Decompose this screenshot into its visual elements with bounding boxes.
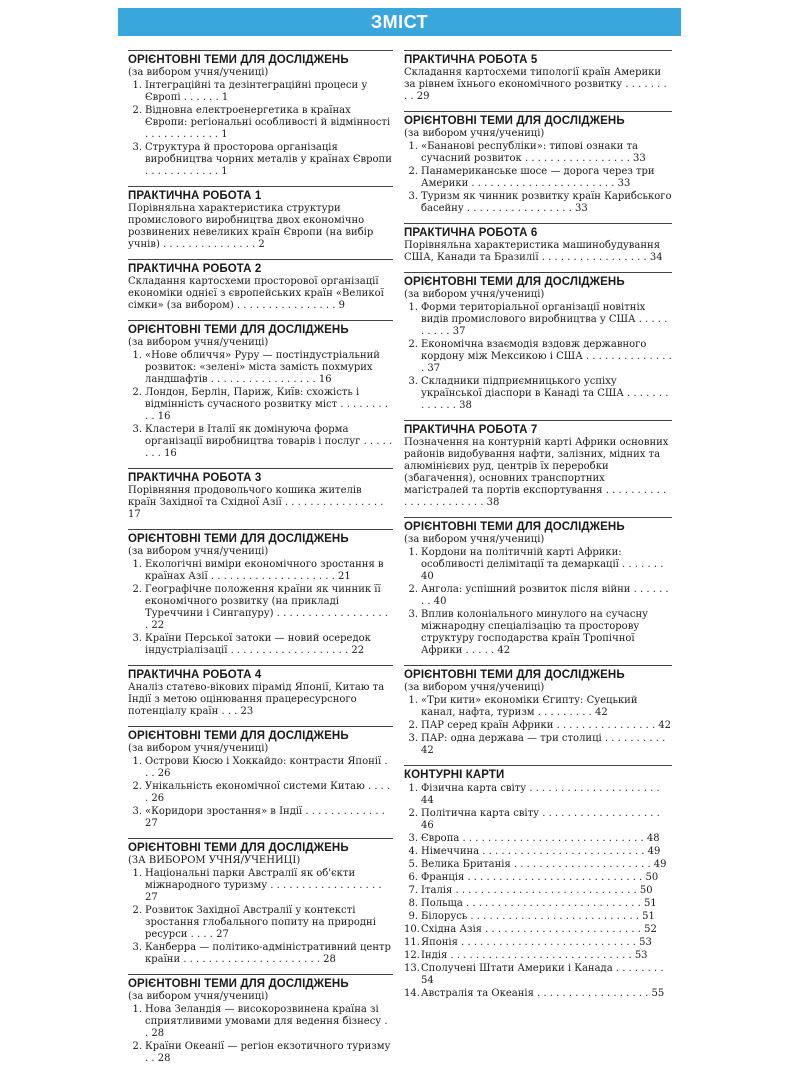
section-heading: ОРІЄНТОВНІ ТЕМИ ДЛЯ ДОСЛІДЖЕНЬ xyxy=(404,111,672,128)
entry-text: Австралія та Океанія . . . . . . . . . . . . . . . . . . 55 xyxy=(421,988,665,999)
section-subheading: (за вибором учня/учениці) xyxy=(128,991,269,1002)
toc-entry[interactable] xyxy=(128,1041,393,1065)
contents-banner xyxy=(118,8,681,36)
toc-entry[interactable] xyxy=(404,885,672,897)
toc-entry[interactable] xyxy=(128,633,393,657)
toc-entry[interactable] xyxy=(128,756,393,780)
entry-number: 2. xyxy=(132,105,142,116)
entry-number: 1. xyxy=(132,559,142,570)
entry-number: 1. xyxy=(408,547,418,558)
toc-entry[interactable] xyxy=(128,105,393,141)
toc-entry[interactable] xyxy=(404,547,672,583)
toc-entry[interactable] xyxy=(128,1004,393,1040)
entry-number: 3. xyxy=(132,633,142,644)
entry-text: Польща . . . . . . . . . . . . . . . . . . . . . . . . . . . . 51 xyxy=(421,898,657,909)
entry-number: 3. xyxy=(408,609,418,620)
entry-text: Японія . . . . . . . . . . . . . . . . . . . . . . . . . . . . 53 xyxy=(421,937,652,948)
entry-number: 3. xyxy=(132,424,142,435)
entry-text: Ангола: успішний розвиток після війни . . . . . . . . 40 xyxy=(421,584,669,607)
toc-entry[interactable] xyxy=(404,339,672,375)
toc-section xyxy=(128,468,393,521)
entry-number: 6. xyxy=(408,872,418,883)
entry-number: 2. xyxy=(132,584,142,595)
entry-text: Розвиток Західної Австралії у контексті зростання глобального попиту на природні ресурси . . . . 27 xyxy=(145,905,376,940)
entry-number: 1. xyxy=(408,141,418,152)
entry-text: Вплив колоніального минулого на сучасну міжнародну спеціалізацію та просторову структуру господарства країн Тропічної Африки . . . . . 42 xyxy=(421,609,649,656)
toc-section xyxy=(128,529,393,657)
section-description[interactable]: Порівняння продовольчого кошика жителів країн Західної та Східної Азії . . . . . . . . . . . . . . . . 17 xyxy=(128,485,384,520)
toc-entry[interactable] xyxy=(128,868,393,904)
entry-number: 2. xyxy=(408,720,418,731)
entry-text: Сполучені Штати Америки і Канада . . . . . . . . 54 xyxy=(421,963,664,986)
entry-text: Білорусь . . . . . . . . . . . . . . . . . . . . . . . . . . . 51 xyxy=(421,911,655,922)
entry-text: Країни Перської затоки — новий осередок індустріалізації . . . . . . . . . . . . . . . . . . . 22 xyxy=(145,633,371,656)
entry-text: Італія . . . . . . . . . . . . . . . . . . . . . . . . . . . . . 50 xyxy=(421,885,653,896)
section-heading: ОРІЄНТОВНІ ТЕМИ ДЛЯ ДОСЛІДЖЕНЬ xyxy=(404,517,672,534)
entry-text: Німеччина . . . . . . . . . . . . . . . . . . . . . . . . . . 49 xyxy=(421,846,661,857)
section-description[interactable]: Складання картосхеми просторової організації економіки однієї з європейських країн «Великої сімки» (за вибором) . . . . . . . . . . . . . . . . 9 xyxy=(128,276,384,311)
toc-entry[interactable] xyxy=(404,924,672,936)
entry-number: 13. xyxy=(404,963,420,974)
contents-title: ЗМІСТ xyxy=(370,11,429,32)
toc-section xyxy=(404,517,672,657)
toc-entry[interactable] xyxy=(404,166,672,190)
entry-text: Лондон, Берлін, Париж, Київ: схожість і відмінність сучасного розвитку міст . . . . . . . . . . 16 xyxy=(145,387,389,422)
section-heading: ОРІЄНТОВНІ ТЕМИ ДЛЯ ДОСЛІДЖЕНЬ xyxy=(128,50,393,67)
section-heading: ПРАКТИЧНА РОБОТА 5 xyxy=(404,50,672,67)
right-column xyxy=(404,48,672,1008)
section-description[interactable]: Порівняльна характеристика структури промислового виробництва двох економічно розвинених невеликих країн Європи (на вибір учнів) . . . . . . . . . . . . . . . 2 xyxy=(128,203,374,250)
toc-section xyxy=(404,223,672,264)
entry-number: 3. xyxy=(408,191,418,202)
entry-number: 2. xyxy=(132,781,142,792)
toc-section xyxy=(404,50,672,103)
toc-entry[interactable] xyxy=(404,720,672,732)
entry-number: 3. xyxy=(132,142,142,153)
section-subheading: (за вибором учня/учениці) xyxy=(128,546,269,557)
entry-text: Національні парки Австралії як об'єкти міжнародного туризму . . . . . . . . . . . . . . . . . . 27 xyxy=(145,868,382,903)
toc-entry[interactable] xyxy=(404,141,672,165)
toc-entry[interactable] xyxy=(404,937,672,949)
toc-section xyxy=(404,765,672,1000)
entry-text: Унікальність економічної системи Китаю . . . . . 26 xyxy=(145,781,391,804)
entry-text: Кластери в Італії як домінуюча форма організації виробництва товарів і послуг . . . . . . . . 16 xyxy=(145,424,393,459)
toc-entry[interactable] xyxy=(404,808,672,832)
section-heading: ПРАКТИЧНА РОБОТА 4 xyxy=(128,665,393,682)
toc-entry[interactable] xyxy=(404,859,672,871)
entry-number: 1. xyxy=(132,1004,142,1015)
section-heading: ОРІЄНТОВНІ ТЕМИ ДЛЯ ДОСЛІДЖЕНЬ xyxy=(128,320,393,337)
entry-number: 1. xyxy=(132,868,142,879)
section-heading: ОРІЄНТОВНІ ТЕМИ ДЛЯ ДОСЛІДЖЕНЬ xyxy=(128,838,393,855)
entry-number: 2. xyxy=(132,905,142,916)
toc-section xyxy=(128,974,393,1065)
entry-text: Кордони на політичній карті Африки: особливості делімітації та демаркації . . . . . . . 40 xyxy=(421,547,664,582)
entry-text: Східна Азія . . . . . . . . . . . . . . . . . . . . . . . . . 52 xyxy=(421,924,657,935)
toc-entry[interactable] xyxy=(404,911,672,923)
entry-text: Політична карта світу . . . . . . . . . . . . . . . . . . . 46 xyxy=(421,808,660,831)
toc-section xyxy=(404,665,672,757)
toc-section xyxy=(404,272,672,412)
entry-number: 7. xyxy=(408,885,418,896)
section-subheading: (за вибором учня/учениці) xyxy=(128,337,269,348)
entry-text: «Бананові республіки»: типові ознаки та сучасний розвиток . . . . . . . . . . . . . . . . . 33 xyxy=(421,141,646,164)
entry-number: 12. xyxy=(404,950,420,961)
section-heading: ОРІЄНТОВНІ ТЕМИ ДЛЯ ДОСЛІДЖЕНЬ xyxy=(128,726,393,743)
entry-number: 4. xyxy=(408,846,418,857)
toc-entry[interactable] xyxy=(404,783,672,807)
entry-text: Острови Кюсю і Хоккайдо: контрасти Японії . . . 26 xyxy=(145,756,388,779)
toc-entry[interactable] xyxy=(404,950,672,962)
section-description[interactable]: Аналіз статево-вікових пірамід Японії, Китаю та Індії з метою оцінювання працересурсного потенціалу країн . . . 23 xyxy=(128,682,385,717)
toc-entry[interactable] xyxy=(128,424,393,460)
section-subheading: (за вибором учня/учениці) xyxy=(404,682,545,693)
entry-number: 1. xyxy=(408,302,418,313)
toc-section xyxy=(128,320,393,460)
entry-number: 10. xyxy=(404,924,420,935)
entry-text: Відновна електроенергетика в країнах Європи: регіональні особливості й відмінності . . . . . . . . . . . . 1 xyxy=(145,105,391,140)
left-column xyxy=(128,48,393,1073)
toc-entry[interactable] xyxy=(128,80,393,104)
toc-entry[interactable] xyxy=(404,833,672,845)
toc-entry[interactable] xyxy=(128,387,393,423)
toc-entry[interactable] xyxy=(128,942,393,966)
toc-entry[interactable] xyxy=(128,350,393,386)
section-subheading: (за вибором учня/учениці) xyxy=(404,128,545,139)
toc-entry[interactable] xyxy=(404,302,672,338)
section-heading: ПРАКТИЧНА РОБОТА 2 xyxy=(128,259,393,276)
section-heading: ОРІЄНТОВНІ ТЕМИ ДЛЯ ДОСЛІДЖЕНЬ xyxy=(128,529,393,546)
toc-entry[interactable] xyxy=(404,963,672,987)
toc-section xyxy=(128,186,393,251)
entry-number: 2. xyxy=(408,808,418,819)
section-heading: ПРАКТИЧНА РОБОТА 3 xyxy=(128,468,393,485)
toc-section xyxy=(128,665,393,718)
toc-section xyxy=(128,726,393,830)
entry-number: 3. xyxy=(408,376,418,387)
entry-text: ПАР: одна держава — три столиці . . . . . . . . . . 42 xyxy=(421,733,666,756)
section-heading: ОРІЄНТОВНІ ТЕМИ ДЛЯ ДОСЛІДЖЕНЬ xyxy=(404,272,672,289)
entry-number: 3. xyxy=(408,733,418,744)
entry-number: 8. xyxy=(408,898,418,909)
section-heading: ОРІЄНТОВНІ ТЕМИ ДЛЯ ДОСЛІДЖЕНЬ xyxy=(404,665,672,682)
section-subheading: (ЗА ВИБОРОМ УЧНЯ/УЧЕНИЦІ) xyxy=(128,855,301,866)
entry-number: 9. xyxy=(408,911,418,922)
entry-text: Інтеграційні та дезінтеграційні процеси у Європі . . . . . . 1 xyxy=(145,80,368,103)
toc-entry[interactable] xyxy=(128,781,393,805)
toc-entry[interactable] xyxy=(128,905,393,941)
entry-number: 1. xyxy=(408,695,418,706)
entry-text: Складники підприємницького успіху української діаспори в Канаді та США . . . . . . . . . . . . . 38 xyxy=(421,376,669,411)
section-heading: КОНТУРНІ КАРТИ xyxy=(404,765,672,782)
toc-section xyxy=(404,420,672,509)
toc-section xyxy=(128,259,393,312)
toc-entry[interactable] xyxy=(404,609,672,657)
entry-text: Екологічні виміри економічного зростання в країнах Азії . . . . . . . . . . . . . . . . . . . . 21 xyxy=(145,559,384,582)
entry-text: Європа . . . . . . . . . . . . . . . . . . . . . . . . . . . . . 48 xyxy=(421,833,660,844)
entry-text: Фізична карта світу . . . . . . . . . . . . . . . . . . . . . 44 xyxy=(421,783,660,806)
entry-number: 2. xyxy=(132,1041,142,1052)
toc-entry[interactable] xyxy=(404,584,672,608)
entry-number: 2. xyxy=(408,584,418,595)
entry-text: Панамериканське шосе — дорога через три Америки . . . . . . . . . . . . . . . . . . . . . . . 33 xyxy=(421,166,655,189)
toc-entry[interactable] xyxy=(404,191,672,215)
toc-entry[interactable] xyxy=(404,695,672,719)
toc-entry[interactable] xyxy=(404,988,672,1000)
toc-entry[interactable] xyxy=(404,376,672,412)
entry-text: «Три кити» економіки Єгипту: Суецький канал, нафта, туризм . . . . . . . . . 42 xyxy=(421,695,638,718)
entry-text: Канберра — політико-адміністративний центр країни . . . . . . . . . . . . . . . . . . . . . . 28 xyxy=(145,942,391,965)
entry-text: Форми територіальної організації новітніх видів промислового виробництва у США . . . . . . . . . . 37 xyxy=(421,302,668,337)
entry-text: ПАР серед країн Африки . . . . . . . . . . . . . . . . 42 xyxy=(421,720,672,731)
entry-text: Туризм як чинник розвитку країн Карибського басейну . . . . . . . . . . . . . . . . . 33 xyxy=(421,191,672,214)
toc-entry[interactable] xyxy=(404,898,672,910)
entry-text: Географічне положення країни як чинник її економічного розвитку (на прикладі Туреччини і Сингапуру) . . . . . . . . . . . . . . . . . . . 22 xyxy=(145,584,388,631)
toc-entry[interactable] xyxy=(128,142,393,178)
entry-number: 3. xyxy=(408,833,418,844)
section-description[interactable]: Складання картосхеми типології країн Америки за рівнем їхнього економічного розвитку . . . . . . . . . 29 xyxy=(404,67,667,102)
section-subheading: (за вибором учня/учениці) xyxy=(128,67,269,78)
toc-section xyxy=(128,838,393,966)
toc-entry[interactable] xyxy=(128,584,393,632)
section-subheading: (за вибором учня/учениці) xyxy=(404,289,545,300)
toc-entry[interactable] xyxy=(128,806,393,830)
entry-number: 3. xyxy=(132,806,142,817)
entry-number: 3. xyxy=(132,942,142,953)
entry-number: 11. xyxy=(404,937,420,948)
entry-text: Структура й просторова організація виробництва чорних металів у країнах Європи . . . . . . . . . . . . 1 xyxy=(145,142,392,177)
entry-number: 5. xyxy=(408,859,418,870)
entry-text: «Коридори зростання» в Індії . . . . . . . . . . . . . 27 xyxy=(145,806,385,829)
entry-text: Індія . . . . . . . . . . . . . . . . . . . . . . . . . . . . . 53 xyxy=(421,950,648,961)
entry-number: 2. xyxy=(132,387,142,398)
entry-number: 14. xyxy=(404,988,420,999)
section-heading: ПРАКТИЧНА РОБОТА 7 xyxy=(404,420,672,437)
entry-text: Велика Британія . . . . . . . . . . . . . . . . . . . . . . 49 xyxy=(421,859,667,870)
section-subheading: (за вибором учня/учениці) xyxy=(128,743,269,754)
toc-entry[interactable] xyxy=(404,872,672,884)
entry-number: 1. xyxy=(408,783,418,794)
entry-text: «Нове обличчя» Руру — постіндустріальний розвиток: «зелені» міста замість похмурих ландшафтів . . . . . . . . . . . . . . . . . 16 xyxy=(145,350,380,385)
entry-text: Нова Зеландія — високорозвинена країна зі сприятливими умовами для ведення бізнесу . . 28 xyxy=(145,1004,388,1039)
section-heading: ПРАКТИЧНА РОБОТА 6 xyxy=(404,223,672,240)
section-subheading: (за вибором учня/учениці) xyxy=(404,534,545,545)
toc-entry[interactable] xyxy=(128,559,393,583)
entry-text: Франція . . . . . . . . . . . . . . . . . . . . . . . . . . . . 50 xyxy=(421,872,659,883)
entry-number: 1. xyxy=(132,350,142,361)
toc-section xyxy=(128,50,393,178)
toc-entry[interactable] xyxy=(404,846,672,858)
section-heading: ПРАКТИЧНА РОБОТА 1 xyxy=(128,186,393,203)
section-description[interactable]: Порівняльна характеристика машинобудування США, Канади та Бразилії . . . . . . . . . . . . . . . . . 34 xyxy=(404,240,663,263)
entry-number: 2. xyxy=(408,339,418,350)
section-heading: ОРІЄНТОВНІ ТЕМИ ДЛЯ ДОСЛІДЖЕНЬ xyxy=(128,974,393,991)
toc-entry[interactable] xyxy=(404,733,672,757)
toc-section xyxy=(404,111,672,215)
section-description[interactable]: Позначення на контурній карті Африки основних районів видобування нафти, залізних, мідних та алюмінієвих руд, центрів їх переробки (збагачення), основних транспортних магістралей та портів експортування . . . . . . . . . . . . . . . . . . . . . . . 38 xyxy=(404,437,669,508)
entry-number: 2. xyxy=(408,166,418,177)
entry-text: Економічна взаємодія вздовж державного кордону між Мексикою і США . . . . . . . . . . . . . . . 37 xyxy=(421,339,672,374)
entry-number: 1. xyxy=(132,756,142,767)
entry-text: Країни Океанії — регіон екзотичного туризму . . 28 xyxy=(145,1041,391,1064)
entry-number: 1. xyxy=(132,80,142,91)
